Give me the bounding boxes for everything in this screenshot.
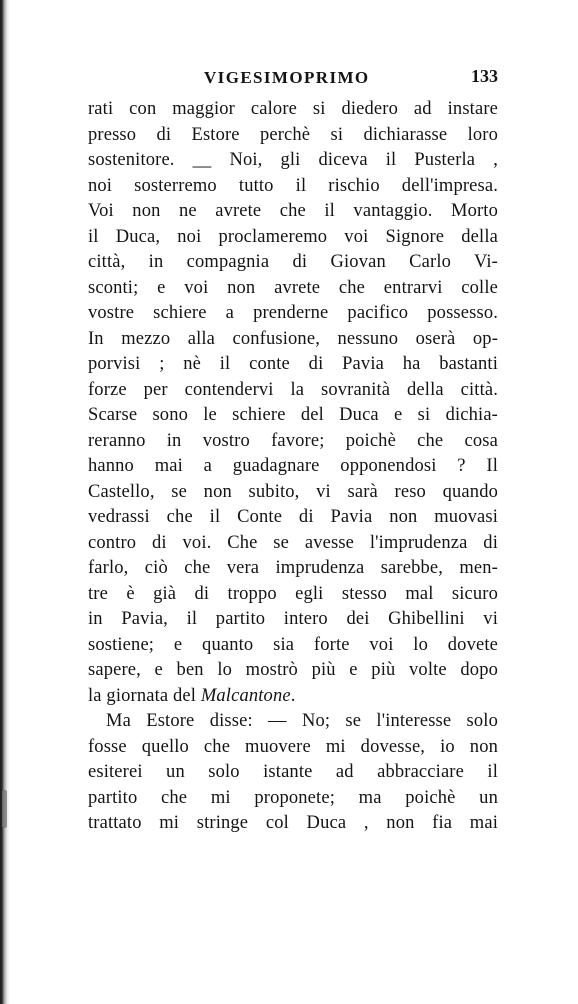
book-page — [88, 64, 498, 837]
text-line: vedrassi che il Conte di Pavia non muovasi — [88, 507, 498, 527]
paragraph-final-line — [88, 684, 498, 710]
italic-place-name: Malcantone — [200, 685, 291, 706]
text-line: contro di voi. Che se avesse l'imprudenza di — [88, 532, 498, 553]
text-line: forze per contendervi la sovranità della città. — [88, 379, 498, 400]
text-line: partito che mi proponete; ma poichè un — [88, 787, 498, 808]
text-line: rati con maggior calore si diedero ad instare — [88, 99, 498, 119]
text-line: sconti; e voi non avrete che entrarvi colle — [88, 277, 498, 298]
text-line: città, in compagnia di Giovan Carlo Vi- — [88, 252, 498, 272]
text-line: vostre schiere a prenderne pacifico possesso. — [88, 303, 498, 323]
running-head — [88, 64, 498, 94]
text-line: presso di Estore perchè si dichiarasse loro — [88, 124, 498, 145]
text-fragment: la giornata del — [88, 685, 201, 706]
text-line: sostiene; e quanto sia forte voi lo dovete — [88, 634, 498, 655]
text-line: Castello, se non subito, vi sarà reso quando — [88, 481, 498, 502]
page-binding-edge — [0, 0, 10, 1004]
text-line: esiterei un solo istante ad abbracciare il — [88, 762, 498, 782]
text-fragment: . — [290, 685, 296, 706]
text-line: porvisi ; nè il conte di Pavia ha bastanti — [88, 354, 498, 374]
page-number: 133 — [471, 66, 498, 86]
text-line: sostenitore. __ Noi, gli diceva il Pusterla , — [88, 150, 498, 170]
text-line: trattato mi stringe col Duca , non fia mai — [88, 813, 498, 833]
body-text — [88, 97, 498, 837]
margin-smudge — [2, 790, 7, 828]
text-line: farlo, ciò che vera imprudenza sarebbe, men- — [88, 558, 498, 578]
text-line: tre è già di troppo egli stesso mal sicuro — [88, 583, 498, 604]
text-line: Scarse sono le schiere del Duca e si dichia- — [88, 405, 498, 425]
running-head-title: VIGESIMOPRIMO — [204, 68, 370, 87]
text-line: sapere, e ben lo mostrò più e più volte dopo — [88, 660, 498, 680]
text-line: in Pavia, il partito intero dei Ghibellini vi — [88, 609, 498, 629]
text-line: reranno in vostro favore; poichè che cosa — [88, 430, 498, 451]
text-line: il Duca, noi proclameremo voi Signore della — [88, 226, 498, 247]
text-line: Voi non ne avrete che il vantaggio. Morto — [88, 201, 498, 221]
text-line: In mezzo alla confusione, nessuno oserà op- — [88, 328, 498, 349]
paragraph-first-line: Ma Estore disse: — No; se l'interesse solo — [106, 711, 498, 731]
text-line: fosse quello che muovere mi dovesse, io non — [88, 736, 498, 757]
text-line: hanno mai a guadagnare opponendosi ? Il — [88, 456, 498, 476]
text-line: noi sosterremo tutto il rischio dell'impresa. — [88, 175, 498, 196]
